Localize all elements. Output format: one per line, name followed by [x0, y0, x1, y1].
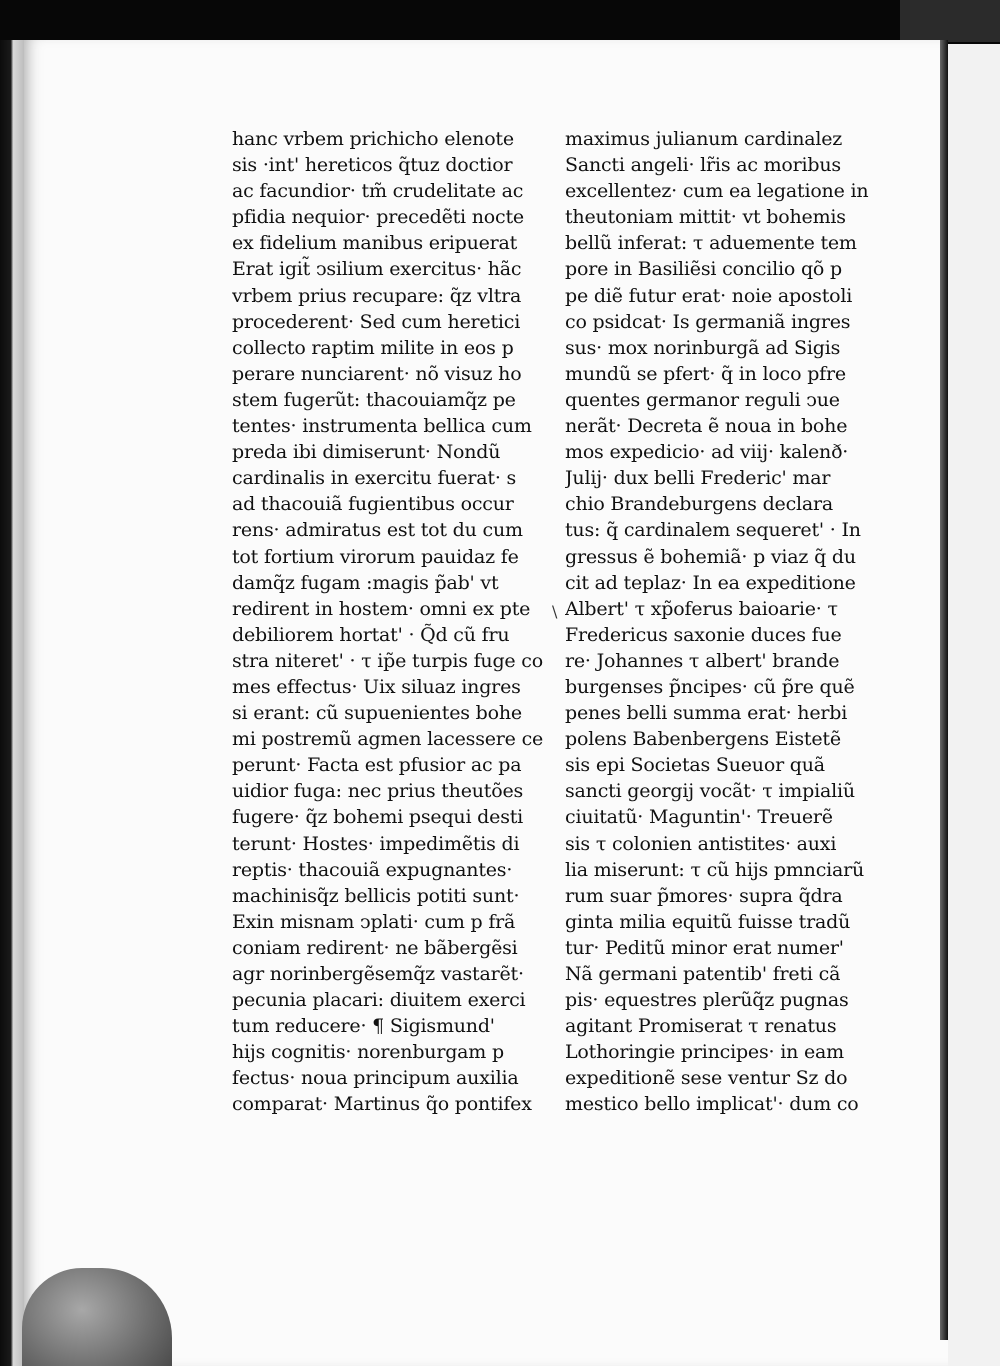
- text-line: tum reducere· ¶ Sigismund': [232, 1015, 495, 1038]
- text-line: tur· Peditũ minor erat numer': [565, 936, 844, 959]
- text-line: comparat· Martinus q̃o pontifex: [232, 1093, 532, 1116]
- text-line: machinisq̃z bellicis potiti sunt·: [232, 884, 520, 907]
- text-line: chio Brandeburgens declara: [565, 493, 834, 516]
- text-line: tentes· instrumenta bellica cum: [232, 415, 532, 438]
- text-line: sancti georgij vocãt· τ impialiũ: [565, 780, 855, 803]
- text-line: nerãt· Decreta ẽ noua in bohe: [565, 415, 848, 438]
- text-line: tus: q̃ cardinalem sequeret' · In: [565, 519, 861, 542]
- text-line: uidior fuga: nec prius theutões: [232, 780, 524, 803]
- text-line: Erat igit̃ ↄsilium exercitus· hãc: [232, 258, 522, 281]
- text-line: pis· equestres plerũq̃z pugnas: [565, 989, 849, 1012]
- text-line: Albert' τ xp̃oferus baioarie· τ: [565, 597, 838, 620]
- page-gutter: [940, 40, 948, 1340]
- text-line: pe diẽ futur erat· noie apostoli: [565, 284, 853, 307]
- text-line: redirent in hostem· omni ex pte: [232, 597, 531, 620]
- text-line: pfidia nequior· precedẽti nocte: [232, 206, 524, 229]
- text-line: ciuitatũ· Maguntin'· Treuerẽ: [565, 806, 833, 829]
- text-line: perare nunciarent· nõ visuz ho: [232, 362, 522, 385]
- text-line: pore in Basiliẽsi concilio qõ p: [565, 258, 842, 281]
- text-line: re· Johannes τ albert' brande: [565, 649, 840, 672]
- text-line: cit ad teplaz· In ea expeditione: [565, 571, 856, 594]
- text-line: collecto raptim milite in eos p: [232, 336, 514, 359]
- text-line: Julij· dux belli Frederic' mar: [565, 467, 831, 490]
- text-line: mundũ se pfert· q̃ in loco pfre: [565, 362, 846, 385]
- text-line: lia miserunt: τ cũ hijs pmnciarũ: [565, 858, 865, 881]
- text-line: damq̃z fugam :magis p̃ab' vt: [232, 571, 499, 594]
- text-line: sis ·int' hereticos q̃tuz doctior: [232, 154, 513, 177]
- left-text-column: [232, 126, 552, 1118]
- text-line: preda ibi dimiserunt· Nondũ: [232, 441, 501, 464]
- text-line: sis τ colonien antistites· auxi: [565, 832, 837, 855]
- text-line: theutoniam mittit· vt bohemis: [565, 206, 846, 229]
- text-line: ac facundior· tm̃ crudelitate ac: [232, 180, 524, 203]
- text-line: Exin misnam ↄplati· cum p frã: [232, 910, 516, 933]
- text-line: Sancti angeli· lr̃is ac moribus: [565, 154, 841, 177]
- text-line: co psidcat· Is germaniã ingres: [565, 310, 851, 333]
- text-line: quentes germanor reguli ↄue: [565, 388, 840, 411]
- text-line: bellũ inferat: τ aduemente tem: [565, 232, 857, 255]
- text-line: fugere· q̃z bohemi psequi desti: [232, 806, 524, 829]
- text-line: cardinalis in exercitu fuerat· s: [232, 467, 517, 490]
- text-line: hanc vrbem prichicho elenote: [232, 128, 514, 150]
- text-line: hijs cognitis· norenburgam p: [232, 1041, 504, 1064]
- text-line: burgenses p̃ncipes· cũ p̃re quẽ: [565, 675, 855, 698]
- facing-page: [948, 44, 1000, 1366]
- text-line: rens· admiratus est tot du cum: [232, 519, 523, 542]
- text-line: polens Babenbergens Eistetẽ: [565, 728, 841, 751]
- text-line: ginta milia equitũ fuisse tradũ: [565, 910, 851, 933]
- text-line: excellentez· cum ea legatione in: [565, 180, 869, 203]
- text-line: perunt· Facta est pfusior ac pa: [232, 754, 522, 777]
- text-line: debiliorem hortat' · Q̃d cũ fru: [232, 623, 510, 646]
- text-line: Lothoringie principes· in eam: [565, 1041, 844, 1064]
- right-text-column: [565, 126, 870, 1118]
- text-line: mes effectus· Uix siluaz ingres: [232, 675, 521, 698]
- text-line: agitant Promiserat τ renatus: [565, 1015, 837, 1038]
- text-line: ad thacouiã fugientibus occur: [232, 493, 514, 516]
- book-binding: [900, 0, 1000, 42]
- text-line: fectus· noua principum auxilia: [232, 1067, 519, 1090]
- text-line: rum suar p̃mores· supra q̃dra: [565, 884, 843, 907]
- text-line: mestico bello implicat'· dum co: [565, 1093, 859, 1116]
- text-line: reptis· thacouiã expugnantes·: [232, 858, 513, 881]
- text-line: mi postremũ agmen lacessere ce: [232, 728, 544, 751]
- text-line: mos expedicio· ad viij· kalenð·: [565, 441, 849, 464]
- text-line: terunt· Hostes· impedimẽtis di: [232, 832, 520, 855]
- text-line: tot fortium virorum pauidaz fe: [232, 545, 519, 568]
- text-line: pecunia placari: diuitem exerci: [232, 989, 526, 1012]
- text-line: stem fugerũt: thacouiamq̃z pe: [232, 388, 516, 411]
- text-line: procederent· Sed cum heretici: [232, 310, 521, 333]
- text-line: sis epi Societas Sueuor quã: [565, 754, 825, 777]
- text-line: Nã germani patentib' freti cã: [565, 963, 841, 985]
- text-line: si erant: cũ supuenientes bohe: [232, 702, 522, 725]
- text-line: Fredericus saxonie duces fue: [565, 623, 842, 646]
- text-line: vrbem prius recupare: q̃z vltra: [232, 284, 522, 307]
- text-line: stra niteret' · τ ip̃e turpis fuge co: [232, 649, 543, 672]
- text-line: sus· mox norinburgã ad Sigis: [565, 336, 841, 359]
- top-shadow: [0, 0, 1000, 44]
- text-line: agr norinbergẽsemq̃z vastarẽt·: [232, 963, 524, 985]
- margin-mark: \: [552, 602, 558, 621]
- text-line: coniam redirent· ne bãbergẽsi: [232, 936, 518, 959]
- text-line: gressus ẽ bohemiã· p viaz q̃ du: [565, 545, 856, 568]
- text-line: expeditionẽ sese ventur Sz do: [565, 1067, 848, 1090]
- text-line: maximus julianum cardinalez: [565, 128, 843, 150]
- text-line: penes belli summa erat· herbi: [565, 702, 848, 725]
- text-line: ex fidelium manibus eripuerat: [232, 232, 518, 255]
